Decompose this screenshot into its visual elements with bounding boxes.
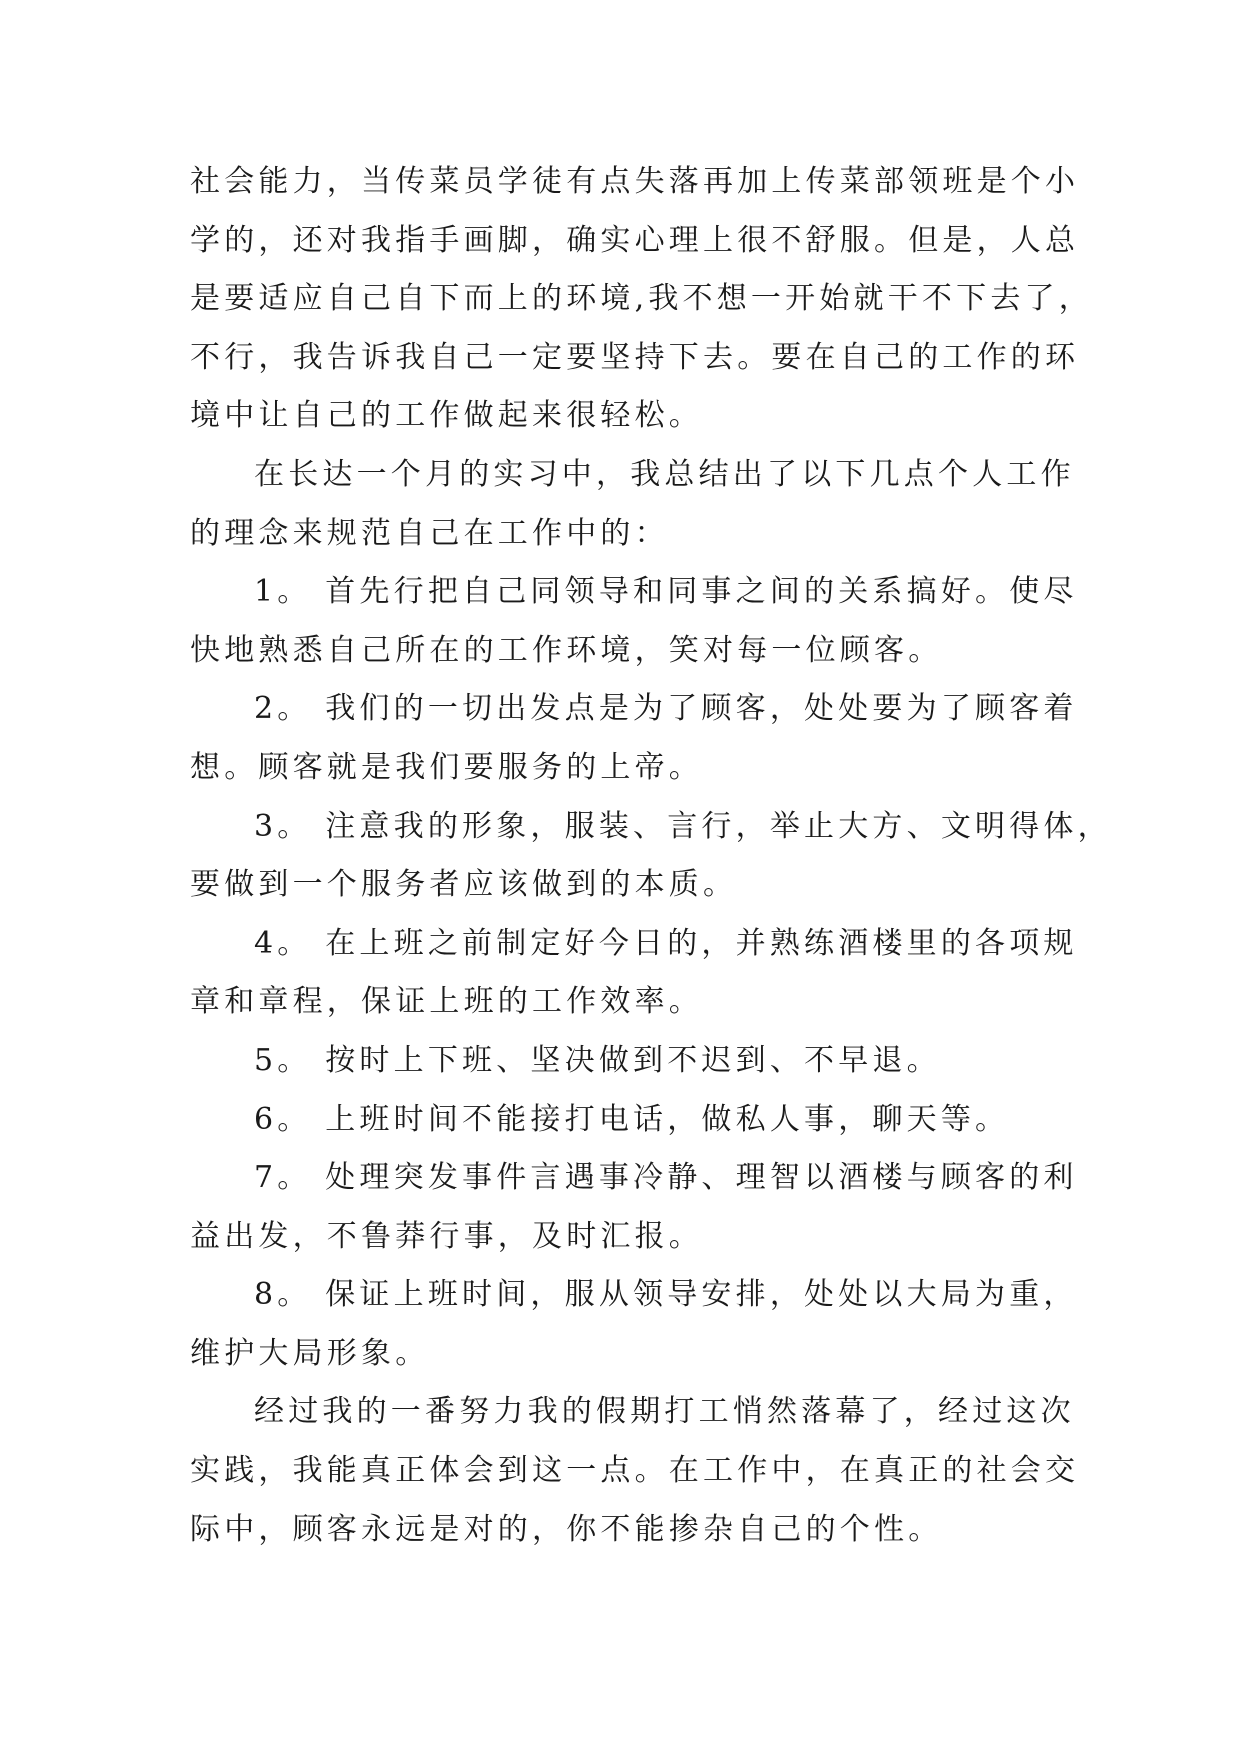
text-line: 境中让自己的工作做起来很轻松。 xyxy=(190,398,703,434)
paragraph-start-line: 在长达一个月的实习中，我总结出了以下几点个人工作 xyxy=(254,456,1075,492)
list-item-1: 1。 首先行把自己同领导和同事之间的关系搞好。使尽 xyxy=(254,574,1078,610)
text-line: 际中，顾客永远是对的，你不能掺杂自己的个性。 xyxy=(190,1511,943,1547)
list-item-7: 7。 处理突发事件言遇事冷静、理智以酒楼与顾客的利 xyxy=(254,1160,1078,1196)
text-line: 章和章程，保证上班的工作效率。 xyxy=(190,984,703,1020)
list-item-6: 6。 上班时间不能接打电话，做私人事，聊天等。 xyxy=(254,1101,1010,1137)
text-line: 想。顾客就是我们要服务的上帝。 xyxy=(190,749,703,785)
list-item-8: 8。 保证上班时间，服从领导安排，处处以大局为重， xyxy=(254,1277,1078,1313)
text-line: 益出发，不鲁莽行事，及时汇报。 xyxy=(190,1218,703,1254)
list-item-2: 2。 我们的一切出发点是为了顾客，处处要为了顾客着 xyxy=(254,691,1078,727)
list-item-3: 3。 注意我的形象，服装、言行，举止大方、文明得体， xyxy=(254,808,1112,844)
text-line: 实践，我能真正体会到这一点。在工作中，在真正的社会交 xyxy=(190,1453,1080,1489)
text-line: 社会能力，当传菜员学徒有点失落再加上传菜部领班是个小 xyxy=(190,164,1080,199)
list-item-5: 5。 按时上下班、坚决做到不迟到、不早退。 xyxy=(254,1042,941,1078)
text-line: 要做到一个服务者应该做到的本质。 xyxy=(190,867,738,903)
document-body xyxy=(190,153,1112,1559)
text-line: 是要适应自己自下而上的环境,我不想一开始就干不下去了， xyxy=(190,281,1093,317)
text-line: 维护大局形象。 xyxy=(190,1335,430,1371)
text-line: 不行，我告诉我自己一定要坚持下去。要在自己的工作的环 xyxy=(190,339,1080,375)
list-item-4: 4。 在上班之前制定好今日的，并熟练酒楼里的各项规 xyxy=(254,925,1078,961)
text-line: 快地熟悉自己所在的工作环境，笑对每一位顾客。 xyxy=(190,632,943,668)
paragraph-start-line: 经过我的一番努力我的假期打工悄然落幕了，经过这次 xyxy=(254,1394,1075,1430)
text-line: 的理念来规范自己在工作中的： xyxy=(190,515,669,551)
text-line: 学的，还对我指手画脚，确实心理上很不舒服。但是，人总 xyxy=(190,222,1080,258)
